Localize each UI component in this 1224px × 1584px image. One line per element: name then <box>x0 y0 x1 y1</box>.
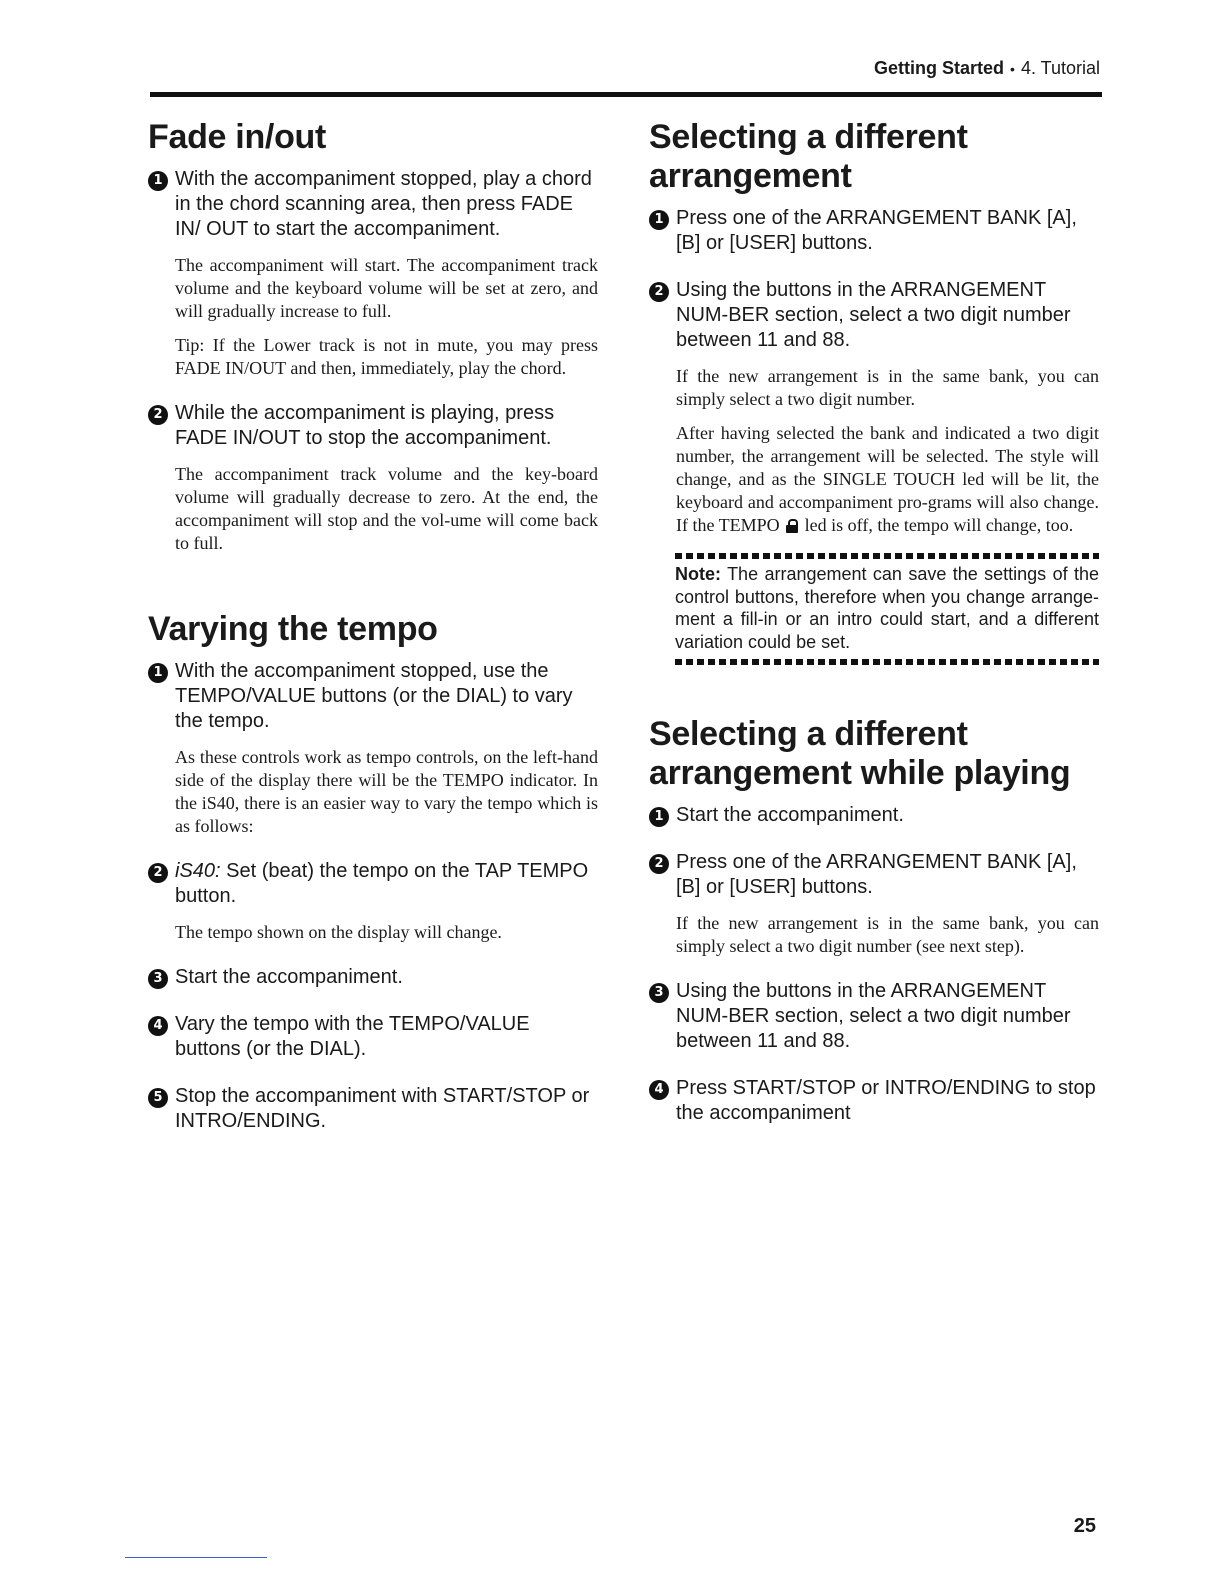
step-text: With the accompaniment stopped, use the TEMPO/VALUE buttons (or the DIAL) to vary the tempo. <box>175 660 573 732</box>
step-number: 2 <box>649 854 669 874</box>
step-text: Press START/STOP or INTRO/ENDING to stop the accompaniment <box>676 1077 1096 1124</box>
body-paragraph: If the new arrangement is in the same bank, you can simply select a two digit number (see next step). <box>676 913 1099 956</box>
right-column <box>649 118 1099 1138</box>
header-bullet: • <box>1010 61 1015 77</box>
step-item <box>148 859 598 909</box>
step-number: 2 <box>649 282 669 302</box>
left-column <box>148 118 598 1146</box>
tip-paragraph: Tip: If the Lower track is not in mute, you may press FADE IN/OUT and then, immediately, play the chord. <box>175 335 598 378</box>
section-title-fade: Fade in/out <box>148 118 327 156</box>
step-number: 4 <box>649 1080 669 1100</box>
body-paragraph <box>676 422 1099 537</box>
page-number: 25 <box>1073 1515 1096 1537</box>
step-number: 3 <box>148 969 168 989</box>
step-item <box>649 206 1099 256</box>
note-body: The arrangement can save the settings of the control buttons, therefore when you change arrange-ment a fill-in or an intro could start, and a different variation could be set. <box>675 564 1099 652</box>
step-text: Start the accompaniment. <box>676 804 904 826</box>
body-paragraph: The tempo shown on the display will change. <box>175 922 502 942</box>
body-paragraph: The accompaniment track volume and the key-board volume will gradually decrease to zero. At the end, the accompaniment will stop and the vol-ume will come back to full. <box>175 464 598 553</box>
note-label: Note: <box>675 564 721 584</box>
step-number: 3 <box>649 983 669 1003</box>
step-item <box>649 850 1099 900</box>
step-text: Stop the accompaniment with START/STOP or INTRO/ENDING. <box>175 1085 590 1132</box>
body-paragraph: If the new arrangement is in the same bank, you can simply select a two digit number. <box>676 366 1099 409</box>
step-number: 2 <box>148 863 168 883</box>
step-item <box>148 965 598 990</box>
model-label: iS40: <box>175 860 221 882</box>
step-text: Set (beat) the tempo on the TAP TEMPO button. <box>175 860 589 907</box>
step-number: 1 <box>148 663 168 683</box>
paragraph-text: led is off, the tempo will change, too. <box>800 515 1074 535</box>
body-paragraph: As these controls work as tempo controls, on the left-hand side of the display there will be the TEMPO indicator. In the iS40, there is an easier way to vary the tempo which is as follows: <box>175 747 598 836</box>
note-text <box>675 559 1099 659</box>
bottom-rule <box>125 1557 267 1558</box>
step-number: 4 <box>148 1016 168 1036</box>
step-text: While the accompaniment is playing, press FADE IN/OUT to stop the accompaniment. <box>175 402 555 449</box>
step-text: Press one of the ARRANGEMENT BANK [A], [B] or [USER] buttons. <box>676 207 1077 254</box>
header-chapter: 4. Tutorial <box>1020 58 1100 78</box>
step-item <box>148 1012 598 1062</box>
step-item <box>148 167 598 242</box>
step-text: Vary the tempo with the TEMPO/VALUE buttons (or the DIAL). <box>175 1013 530 1060</box>
body-paragraph: The accompaniment will start. The accompaniment track volume and the keyboard volume will be set at zero, and will gradually increase to full. <box>175 255 598 321</box>
step-item <box>649 278 1099 353</box>
step-item <box>649 1076 1099 1126</box>
step-item <box>148 659 598 734</box>
step-text: Start the accompaniment. <box>175 966 403 988</box>
step-text: Press one of the ARRANGEMENT BANK [A], [B] or [USER] buttons. <box>676 851 1077 898</box>
lock-icon <box>786 519 798 532</box>
step-item <box>148 401 598 451</box>
note-box <box>675 553 1099 665</box>
paragraph-text: After having selected the bank and indicated a two digit number, the arrangement will be selected. The style will change, and as the SINGLE TOUCH led will be lit, the keyboard and accompaniment pro-grams will also change. If the TEMPO <box>676 423 1099 535</box>
step-number: 5 <box>148 1088 168 1108</box>
step-number: 1 <box>649 210 669 230</box>
step-number: 1 <box>649 807 669 827</box>
step-number: 2 <box>148 405 168 425</box>
step-item <box>649 803 1099 828</box>
step-item <box>649 979 1099 1054</box>
section-title-playing: Selecting a different arrangement while playing <box>649 715 1071 792</box>
step-item <box>148 1084 598 1134</box>
step-text: With the accompaniment stopped, play a chord in the chord scanning area, then press FADE IN/ OUT to start the accompaniment. <box>175 168 592 240</box>
section-title-tempo: Varying the tempo <box>148 610 438 648</box>
section-title-select: Selecting a different arrangement <box>649 118 968 195</box>
page-header <box>150 58 1102 97</box>
step-text: Using the buttons in the ARRANGEMENT NUM-BER section, select a two digit number between 11 and 88. <box>676 980 1071 1052</box>
step-text: Using the buttons in the ARRANGEMENT NUM-BER section, select a two digit number between 11 and 88. <box>676 279 1071 351</box>
step-number: 1 <box>148 171 168 191</box>
running-head <box>874 58 1100 79</box>
header-section: Getting Started <box>874 58 1005 78</box>
